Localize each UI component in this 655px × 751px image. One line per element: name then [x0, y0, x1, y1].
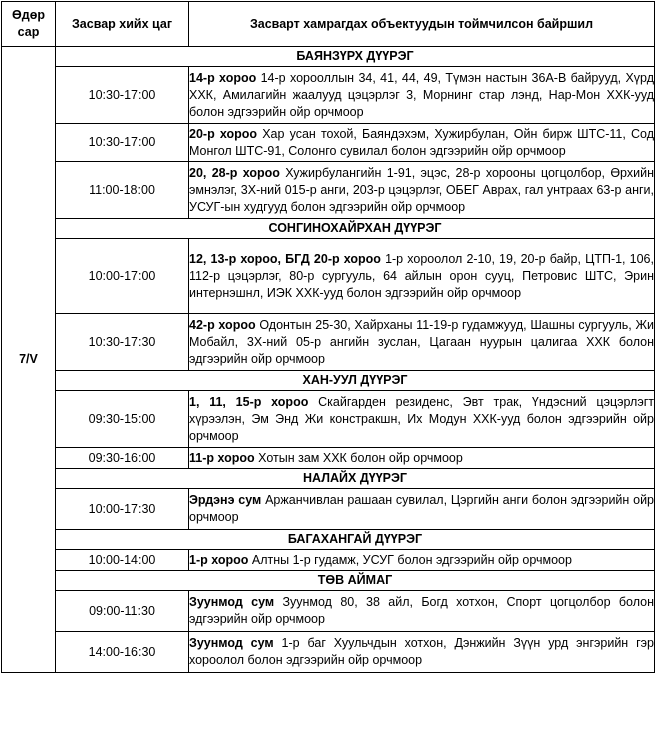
district-name: СОНГИНОХАЙРХАН ДҮҮРЭГ — [56, 219, 655, 239]
time-cell: 10:00-17:30 — [56, 489, 189, 530]
district-name: БАЯНЗҮРХ ДҮҮРЭГ — [56, 47, 655, 67]
time-cell: 09:30-16:00 — [56, 448, 189, 469]
table-row — [2, 489, 655, 530]
location-unit: Зуунмод сум — [189, 595, 275, 609]
location-cell — [189, 489, 655, 530]
header-location: Засварт хамрагдах объектуудын тоймчилсон байршил — [189, 2, 655, 47]
location-unit: 20-р хороо — [189, 126, 258, 141]
location-text: Одонтын 25-30, Хайрханы 11-19-р гудамжууд, Шашны сургууль, Жи Мобайл, 3Х-ний 05-р ангийн зуслан, Цагаан нуурын цалигаа ХХК болон эдгээрийн ойр орчмоор — [189, 317, 655, 366]
location-text: Хотын зам ХХК болон ойр орчмоор — [254, 450, 463, 465]
time-cell: 10:30-17:00 — [56, 67, 189, 124]
table-row — [2, 391, 655, 448]
location-text: Аржанчивлан рашаан сувилал, Цэргийн анги болон эдгээрийн ойр орчмоор — [189, 493, 655, 524]
time-cell: 09:00-11:30 — [56, 591, 189, 632]
time-cell: 14:00-16:30 — [56, 632, 189, 673]
table-row — [2, 550, 655, 571]
district-name: НАЛАЙХ ДҮҮРЭГ — [56, 469, 655, 489]
location-cell — [189, 550, 655, 571]
location-text: Зуунмод 80, 38 айл, Богд хотхон, Спорт цогцолбор болон эдгээрийн ойр орчмоор — [189, 595, 654, 626]
district-row — [2, 219, 655, 239]
table-row — [2, 162, 655, 219]
time-cell: 10:30-17:00 — [56, 124, 189, 162]
location-cell — [189, 124, 655, 162]
location-unit: 1-р хороо — [189, 552, 249, 567]
location-text: Хужирбулангийн 1-91, эцэс, 28-р хорооны цогцолбор, Өрхийн эмнэлэг, 3Х-ний 015-р анги, 203-р цэцэрлэг, ОБЕГ Аврах, гал унтраах 63-р анги, УСУГ-ын худгууд болон эдгээрийн ойр орчмоор — [189, 165, 654, 214]
header-time: Засвар хийх цаг — [56, 2, 189, 47]
location-text: Алтны 1-р гудамж, УСУГ болон эдгээрийн ойр орчмоор — [248, 552, 572, 567]
header-row — [2, 2, 655, 47]
time-cell: 10:00-17:00 — [56, 239, 189, 314]
location-unit: Эрдэнэ сум — [189, 493, 262, 507]
location-unit: 11-р хороо — [189, 450, 255, 465]
location-text: Хар усан тохой, Баяндэхэм, Хужирбулан, Ойн бирж ШТС-11, Сод Монгол ШТС-91, Солонго сувилал болон эдгээрийн ойр орчмоор — [189, 126, 655, 158]
table-row — [2, 448, 655, 469]
location-unit: Зуунмод сум — [189, 636, 274, 650]
district-row — [2, 530, 655, 550]
location-cell — [189, 448, 655, 469]
maintenance-schedule-table — [1, 1, 655, 673]
location-text: 1-р баг Хуульчдын хотхон, Дэнжийн Зүүн урд энгэрийн гэр хороолол болон эдгээрийн ойр орчмоор — [189, 636, 654, 667]
district-row — [2, 371, 655, 391]
location-unit: 1, 11, 15-р хороо — [189, 394, 309, 409]
table-row — [2, 67, 655, 124]
location-text: 1-р хороолол 2-10, 19, 20-р байр, ЦТП-1, 106, 112-р цэцэрлэг, 80-р сургууль, 64 айлын орон сууц, Петровис ШТС, Эрин интернэшнл, ИЭК ХХК-ууд болон эдгээрийн ойр орчмоор — [189, 251, 654, 300]
location-unit: 12, 13-р хороо, БГД 20-р хороо — [189, 251, 381, 266]
location-cell — [189, 591, 655, 632]
location-cell — [189, 67, 655, 124]
location-cell — [189, 314, 655, 371]
table-row — [2, 124, 655, 162]
time-cell: 11:00-18:00 — [56, 162, 189, 219]
table-row — [2, 632, 655, 673]
location-cell — [189, 239, 655, 314]
table-row — [2, 239, 655, 314]
location-text: Скайгарден резиденс, Эвт трак, Үндэсний цэцэрлэгт хүрээлэн, Эм Энд Жи констракшн, Их Модун ХХК-ууд болон эдгээрийн ойр орчмоор — [189, 394, 654, 443]
location-cell — [189, 391, 655, 448]
time-cell: 09:30-15:00 — [56, 391, 189, 448]
date-cell: 7/V — [2, 47, 56, 673]
location-unit: 14-р хороо — [189, 70, 257, 85]
table-row — [2, 591, 655, 632]
district-name: ТӨВ АЙМАГ — [56, 571, 655, 591]
district-name: БАГАХАНГАЙ ДҮҮРЭГ — [56, 530, 655, 550]
location-text: 14-р хорооллын 34, 41, 44, 49, Түмэн настын 36А-В байрууд, Хүрд ХХК, Амилагийн жаалууд цэцэрлэг 3, Морнинг стар лэнд, Нар-Мон ХХК-ууд болон эдгээрийн ойр орчмоор — [189, 70, 654, 119]
location-unit: 42-р хороо — [189, 317, 256, 332]
district-row — [2, 469, 655, 489]
header-date: Өдөр сар — [2, 2, 56, 47]
district-row — [2, 571, 655, 591]
district-row — [2, 47, 655, 67]
location-unit: 20, 28-р хороо — [189, 165, 280, 180]
time-cell: 10:30-17:30 — [56, 314, 189, 371]
time-cell: 10:00-14:00 — [56, 550, 189, 571]
location-cell — [189, 632, 655, 673]
table-row — [2, 314, 655, 371]
location-cell — [189, 162, 655, 219]
district-name: ХАН-УУЛ ДҮҮРЭГ — [56, 371, 655, 391]
